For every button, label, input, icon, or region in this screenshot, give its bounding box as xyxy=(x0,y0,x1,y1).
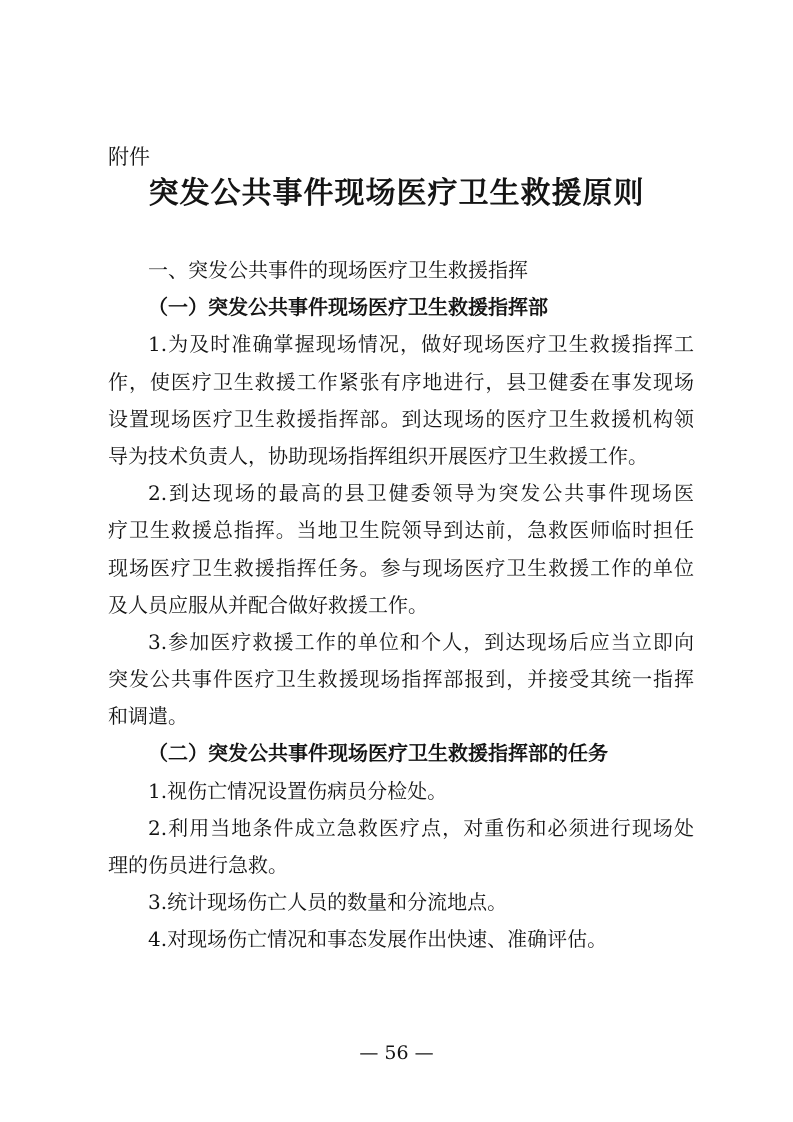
paragraph-line: 3.参加医疗救援工作的单位和个人，到达现场后应当立即向 xyxy=(148,629,694,654)
attachment-label: 附件 xyxy=(108,145,150,169)
paragraph-2 xyxy=(108,475,694,624)
paragraph-1 xyxy=(108,326,694,475)
task-item-4: 4.对现场伤亡情况和事态发展作出快速、准确评估。 xyxy=(148,927,608,952)
subsection-heading-2: （二）突发公共事件现场医疗卫生救援指挥部的任务 xyxy=(148,741,608,766)
paragraph-line: 突发公共事件医疗卫生救援现场指挥部报到，并接受其统一指挥 xyxy=(108,667,694,692)
paragraph-line: 导为技术负责人，协助现场指挥组织开展医疗卫生救援工作。 xyxy=(108,443,648,468)
paragraph-line: 疗卫生救援总指挥。当地卫生院领导到达前，急救医师临时担任 xyxy=(108,518,694,543)
paragraph-line: 1.为及时准确掌握现场情况，做好现场医疗卫生救援指挥工 xyxy=(148,332,694,357)
paragraph-line: 作，使医疗卫生救援工作紧张有序地进行，县卫健委在事发现场 xyxy=(108,369,694,394)
document-body xyxy=(108,252,694,959)
paragraph-line: 和调遣。 xyxy=(108,704,188,729)
paragraph-line: 理的伤员进行急救。 xyxy=(108,853,288,877)
task-item-3: 3.统计现场伤亡人员的数量和分流地点。 xyxy=(148,890,508,915)
task-item-1: 1.视伤亡情况设置伤病员分检处。 xyxy=(148,778,448,803)
paragraph-3 xyxy=(108,624,694,736)
document-title: 突发公共事件现场医疗卫生救援原则 xyxy=(148,176,645,211)
paragraph-line: 及人员应服从并配合做好救援工作。 xyxy=(108,592,428,617)
section-heading-1: 一、突发公共事件的现场医疗卫生救援指挥 xyxy=(148,258,528,282)
subsection-heading-1: （一）突发公共事件现场医疗卫生救援指挥部 xyxy=(148,295,548,320)
paragraph-line: 2.到达现场的最高的县卫健委领导为突发公共事件现场医 xyxy=(148,481,694,506)
paragraph-line: 2.利用当地条件成立急救医疗点，对重伤和必须进行现场处 xyxy=(148,815,694,840)
task-item-2 xyxy=(108,810,694,884)
page-number: — 56 — xyxy=(359,1042,434,1064)
paragraph-line: 现场医疗卫生救援指挥任务。参与现场医疗卫生救援工作的单位 xyxy=(108,555,694,580)
paragraph-line: 设置现场医疗卫生救援指挥部。到达现场的医疗卫生救援机构领 xyxy=(108,406,694,431)
